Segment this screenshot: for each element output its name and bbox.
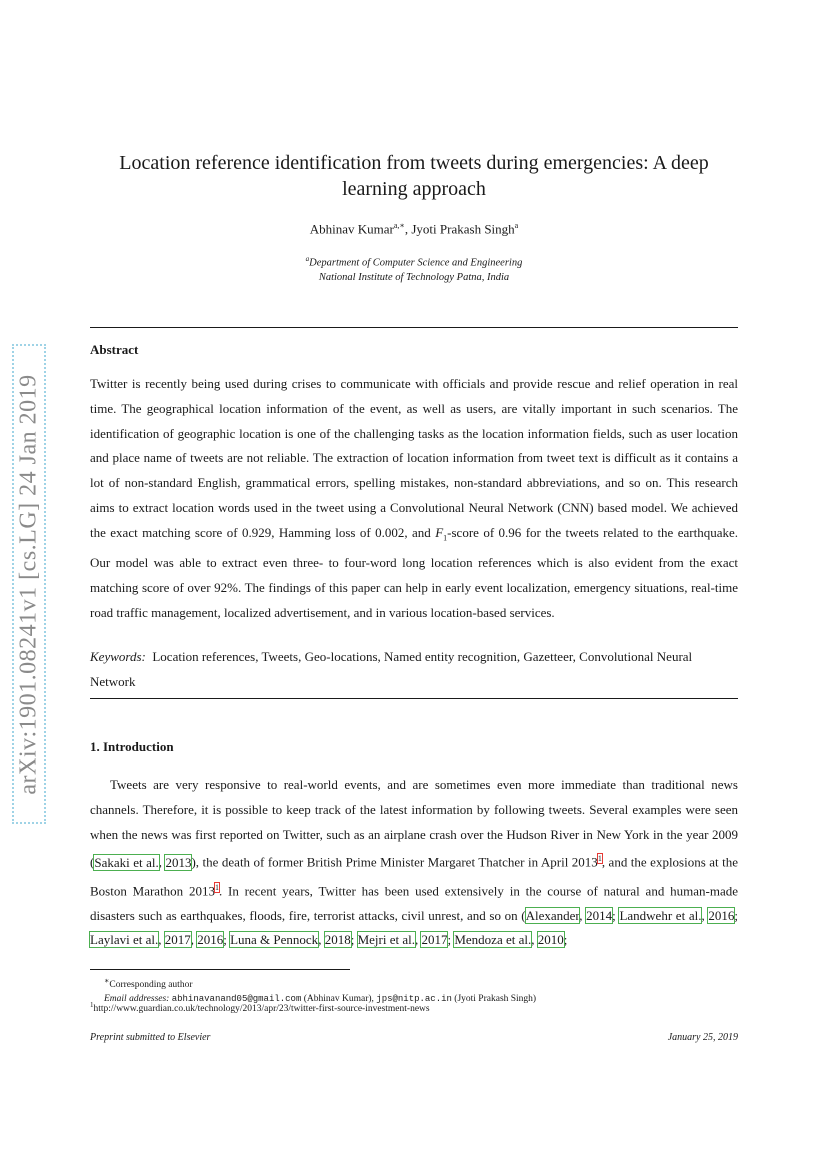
f1-symbol: F [435,524,444,540]
title-line-2: learning approach [342,178,486,200]
arxiv-identifier: arXiv:1901.08241v1 [cs.LG] 24 Jan 2019 [15,373,42,795]
abstract-text-part-2: -score of 0.96 for the tweets related to the earthquake. Our model was able to extract even three- to four-word long location references which is also evident from the exact matching score of over 92%. The findings of this paper can help in early event localization, emergency situations, real-time road traffic management, localized advertisement, and in various location-based services. [90,524,738,620]
abstract-heading: Abstract [90,342,139,357]
corresponding-author-text: Corresponding author [109,980,193,991]
abstract-bottom-rule [90,698,738,699]
email-link[interactable]: jps@nitp.ac.in [376,993,452,1004]
affiliation [90,252,738,285]
footnote-1 [90,1001,430,1014]
citation-link[interactable]: 2013 [165,854,192,870]
footnote-link[interactable]: 1 [597,854,602,864]
citation-link[interactable]: Mejri et al. [357,932,415,948]
footnote-link[interactable]: 1 [214,882,219,892]
corresponding-mark: ∗ [104,976,110,985]
affiliation-mark: a [305,255,310,263]
citation-link[interactable]: 2016 [708,907,735,923]
abstract-body [90,372,738,626]
keywords [90,645,738,695]
citation-link[interactable]: Mendoza et al. [454,932,532,948]
author-name: Abhinav Kumar [309,221,394,237]
corresponding-author-note [104,974,744,993]
citation-link[interactable]: 2016 [197,932,224,948]
section-heading-introduction: 1. Introduction [90,739,174,754]
author-list [90,221,738,237]
preprint-note: Preprint submitted to Elsevier [90,1032,211,1043]
email-link[interactable]: abhinavanand05@gmail.com [171,993,302,1004]
footnote-rule [90,969,350,970]
intro-text: Tweets are very responsive to real-world events, and are sometimes even more immediate than traditional news channels. Therefore, it is possible to keep track of the latest information by following tweets. Several examples were seen when the news was first reported on Twitter, such as an airplane crash over the Hudson River in New York in the year 2009 ( [90,777,738,870]
footnote-mark: 1 [90,1001,94,1009]
citation-link[interactable]: Luna & Pennock [230,932,319,948]
footer-date: January 25, 2019 [667,1032,738,1043]
citation-link[interactable]: Laylavi et al. [90,932,159,948]
citation-link[interactable]: Sakaki et al. [94,854,159,870]
citation-link[interactable]: Alexander [525,907,580,923]
author-separator: , [404,221,412,237]
author-affiliation-mark[interactable]: a [514,221,519,230]
title-line-1: Location reference identification from tweets during emergencies: A deep [119,152,709,174]
author-affiliation-mark[interactable]: a,∗ [393,221,405,230]
citation-link[interactable]: 2017 [164,932,191,948]
email-label: Email addresses: [104,993,170,1004]
abstract-top-rule [90,327,738,328]
citation-link[interactable]: 2018 [324,932,351,948]
arxiv-stamp [12,344,46,824]
paper-title [90,150,738,202]
citation-link[interactable]: Landwehr et al. [619,907,702,923]
footnote-url[interactable]: http://www.guardian.co.uk/technology/2013/apr/23/twitter-first-source-investment-news [93,1004,430,1015]
author-name: Jyoti Prakash Singh [411,221,515,237]
citation-link[interactable]: 2010 [537,932,564,948]
intro-text: . In recent years, Twitter has been used extensively in the course of natural and human-made disasters such as earthquakes, floods, fire, terrorist attacks, civil unrest, and so on ( [90,882,738,923]
f1-subscript: 1 [443,533,448,543]
introduction-paragraph: Tweets are very responsive to real-world events, and are sometimes even more immediate than traditional news channels. Therefore, it is possible to keep track of the latest information by following tweets. Several examples were seen when the news was first reported on Twitter, such as an airplane crash over the Hudson River in New York in the year 2009 (Sakaki et al., 2013), the death of former British Prime Minister Margaret Thatcher in April 2013$^1$, and the explosions at the Boston Marathon 2013$^1$. In recent years, Twitter has been used extensively in the course of natural and human-made disasters such as earthquakes, floods, fire, terrorist attacks, civil unrest, and so on (Alexander, 2014; Landwehr et al., 2016; Laylavi et al., 2017, 2016; Luna & Pennock, 2018; Mejri et al., 2017; Mendoza et al., 2010; [90,777,739,948]
email-owner: (Abhinav Kumar), [303,993,374,1004]
keywords-list: Location references, Tweets, Geo-locations, Named entity recognition, Gazetteer, Convolutional Neural Network [90,649,693,689]
email-owner: (Jyoti Prakash Singh) [454,993,537,1004]
citation-link[interactable]: 2017 [421,932,448,948]
affiliation-institute: National Institute of Technology Patna, India [318,271,510,283]
citation-link[interactable]: 2014 [586,907,613,923]
intro-text: , and the explosions at the Boston Marathon 2013 [90,854,739,898]
intro-text: ), the death of former British Prime Minister Margaret Thatcher in April 2013 [191,854,598,870]
affiliation-department: Department of Computer Science and Engineering [309,257,523,269]
abstract-text-part-1: Twitter is recently being used during crises to communicate with officials and provide rescue and relief operation in real time. The geographical location information of the event, as well as users, are vitally important in such scenarios. The identification of geographic location is one of the challenging tasks as the location information fields, such as user location and place name of tweets are not reliable. The extraction of location information from tweet text is difficult as it contains a lot of non-standard English, grammatical errors, spelling mistakes, non-standard abbreviations, and so on. This research aims to extract location words used in the tweet using a Convolutional Neural Network (CNN) based model. We achieved the exact matching score of 0.929, Hamming loss of 0.002, and [90,376,738,540]
keywords-label: Keywords: [90,649,146,664]
